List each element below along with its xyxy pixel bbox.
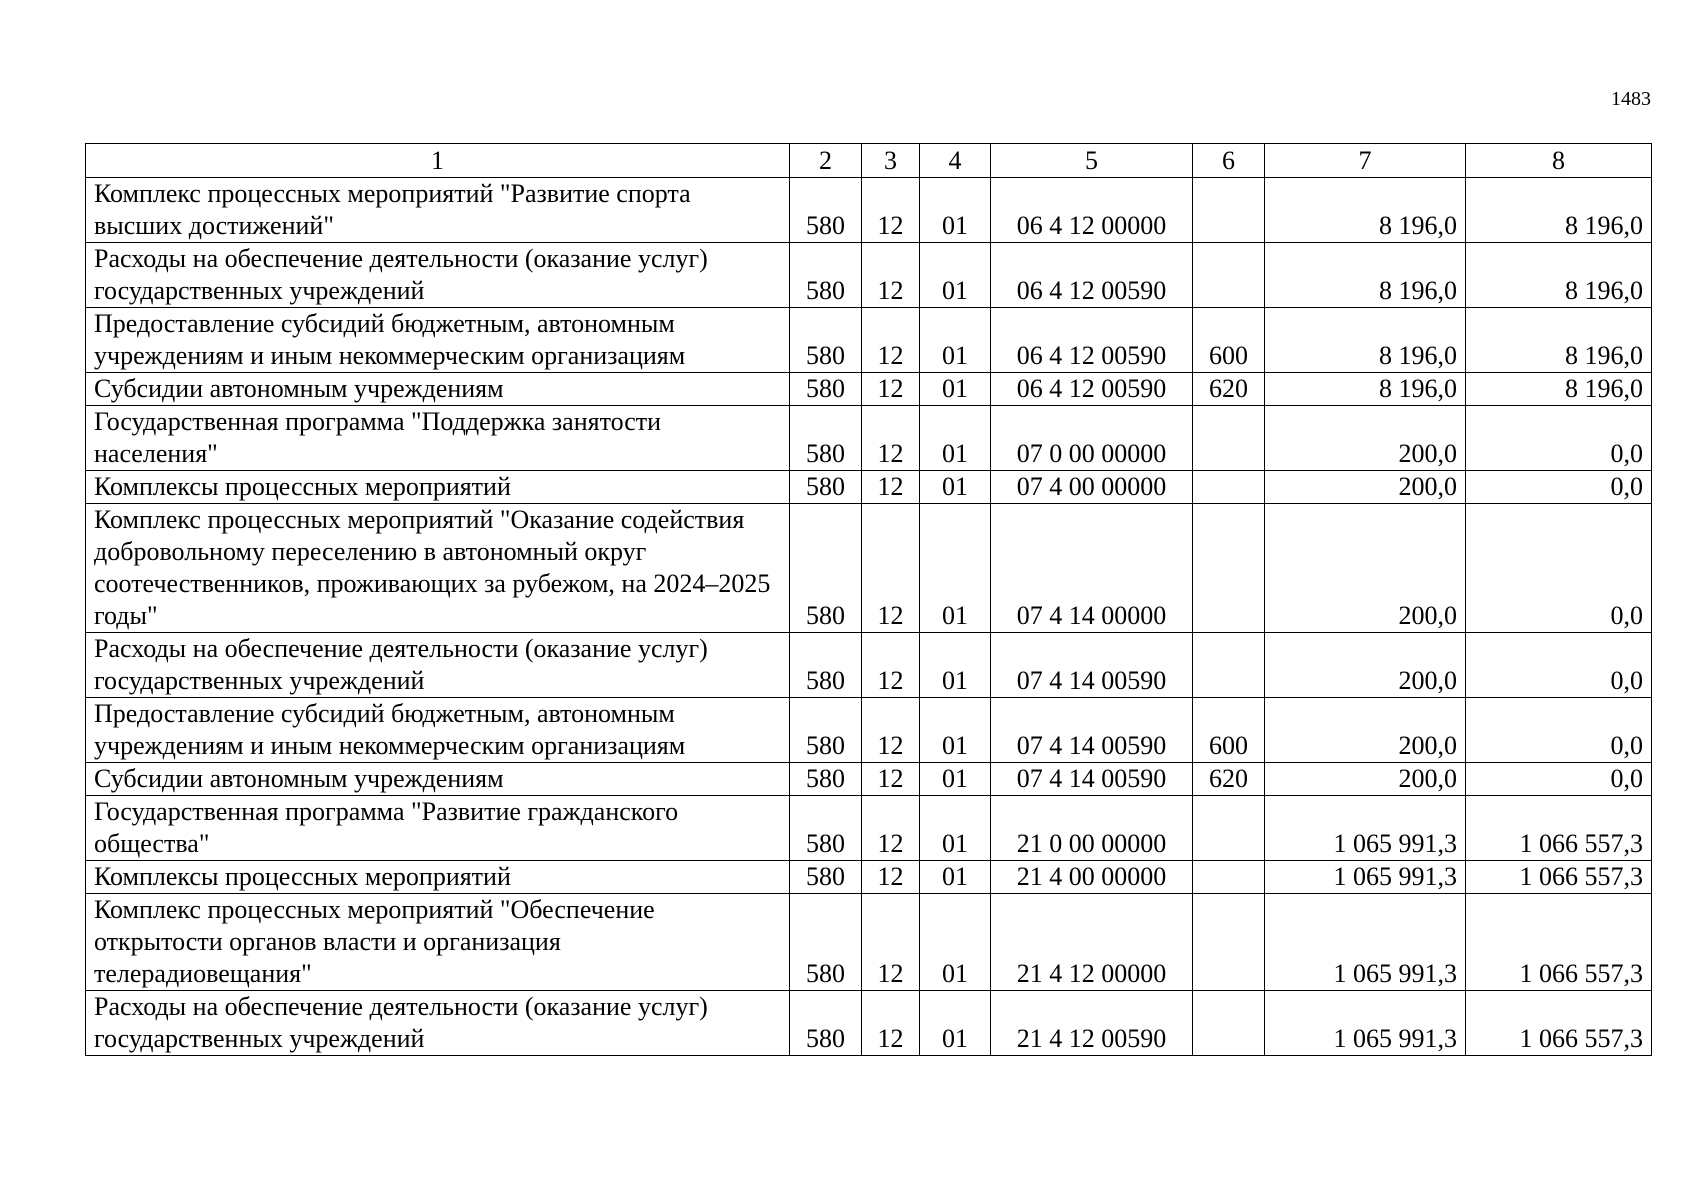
section-code-cell: 12 [862, 991, 920, 1056]
section-code-cell: 12 [862, 861, 920, 894]
amount-col7-cell: 1 065 991,3 [1265, 894, 1466, 991]
amount-col7-cell: 8 196,0 [1265, 308, 1466, 373]
table-row [86, 406, 1652, 471]
header-cell: 3 [862, 144, 920, 178]
grbs-code-cell: 580 [790, 504, 862, 633]
row-name-cell: Расходы на обеспечение деятельности (оказание услуг) государственных учреждений [86, 633, 790, 698]
amount-col7-cell: 8 196,0 [1265, 373, 1466, 406]
table-row [86, 763, 1652, 796]
grbs-code-cell: 580 [790, 406, 862, 471]
row-name-cell: Расходы на обеспечение деятельности (оказание услуг) государственных учреждений [86, 243, 790, 308]
subsection-code-cell: 01 [920, 471, 991, 504]
subsection-code-cell: 01 [920, 406, 991, 471]
amount-col7-cell: 8 196,0 [1265, 178, 1466, 243]
expense-type-cell [1193, 861, 1265, 894]
section-code-cell: 12 [862, 406, 920, 471]
amount-col8-cell: 0,0 [1466, 633, 1652, 698]
expense-type-cell [1193, 471, 1265, 504]
header-cell: 5 [991, 144, 1193, 178]
amount-col8-cell: 0,0 [1466, 471, 1652, 504]
budget-table [85, 143, 1652, 1056]
grbs-code-cell: 580 [790, 308, 862, 373]
row-name-cell: Субсидии автономным учреждениям [86, 373, 790, 406]
header-cell: 6 [1193, 144, 1265, 178]
target-article-cell: 21 4 12 00590 [991, 991, 1193, 1056]
row-name-cell: Субсидии автономным учреждениям [86, 763, 790, 796]
amount-col8-cell: 8 196,0 [1466, 243, 1652, 308]
grbs-code-cell: 580 [790, 698, 862, 763]
amount-col7-cell: 200,0 [1265, 763, 1466, 796]
expense-type-cell [1193, 504, 1265, 633]
table-row [86, 373, 1652, 406]
amount-col8-cell: 0,0 [1466, 504, 1652, 633]
table-row [86, 894, 1652, 991]
target-article-cell: 07 4 14 00000 [991, 504, 1193, 633]
subsection-code-cell: 01 [920, 504, 991, 633]
row-name-cell: Предоставление субсидий бюджетным, автономным учреждениям и иным некоммерческим организациям [86, 698, 790, 763]
table-row [86, 243, 1652, 308]
amount-col8-cell: 1 066 557,3 [1466, 894, 1652, 991]
grbs-code-cell: 580 [790, 894, 862, 991]
row-name-cell: Комплекс процессных мероприятий "Обеспечение открытости органов власти и организация телерадиовещания" [86, 894, 790, 991]
section-code-cell: 12 [862, 894, 920, 991]
grbs-code-cell: 580 [790, 243, 862, 308]
amount-col7-cell: 200,0 [1265, 406, 1466, 471]
target-article-cell: 07 4 14 00590 [991, 763, 1193, 796]
grbs-code-cell: 580 [790, 373, 862, 406]
table-row [86, 178, 1652, 243]
section-code-cell: 12 [862, 504, 920, 633]
amount-col8-cell: 1 066 557,3 [1466, 861, 1652, 894]
amount-col7-cell: 1 065 991,3 [1265, 796, 1466, 861]
expense-type-cell [1193, 894, 1265, 991]
page-number: 1483 [1611, 88, 1651, 110]
target-article-cell: 07 0 00 00000 [991, 406, 1193, 471]
amount-col8-cell: 8 196,0 [1466, 178, 1652, 243]
expense-type-cell [1193, 243, 1265, 308]
expense-type-cell: 620 [1193, 763, 1265, 796]
target-article-cell: 21 0 00 00000 [991, 796, 1193, 861]
target-article-cell: 21 4 00 00000 [991, 861, 1193, 894]
header-row [86, 144, 1652, 178]
grbs-code-cell: 580 [790, 471, 862, 504]
row-name-cell: Предоставление субсидий бюджетным, автономным учреждениям и иным некоммерческим организациям [86, 308, 790, 373]
header-cell: 7 [1265, 144, 1466, 178]
target-article-cell: 06 4 12 00590 [991, 308, 1193, 373]
expense-type-cell [1193, 633, 1265, 698]
grbs-code-cell: 580 [790, 796, 862, 861]
amount-col7-cell: 1 065 991,3 [1265, 861, 1466, 894]
amount-col8-cell: 8 196,0 [1466, 308, 1652, 373]
section-code-cell: 12 [862, 243, 920, 308]
amount-col8-cell: 0,0 [1466, 406, 1652, 471]
header-cell: 8 [1466, 144, 1652, 178]
amount-col7-cell: 200,0 [1265, 471, 1466, 504]
amount-col8-cell: 0,0 [1466, 763, 1652, 796]
grbs-code-cell: 580 [790, 763, 862, 796]
target-article-cell: 06 4 12 00000 [991, 178, 1193, 243]
subsection-code-cell: 01 [920, 991, 991, 1056]
grbs-code-cell: 580 [790, 991, 862, 1056]
expense-type-cell [1193, 796, 1265, 861]
table-row [86, 991, 1652, 1056]
header-cell: 2 [790, 144, 862, 178]
amount-col7-cell: 200,0 [1265, 504, 1466, 633]
section-code-cell: 12 [862, 471, 920, 504]
row-name-cell: Комплекс процессных мероприятий "Оказание содействия добровольному переселению в автономный округ соотечественников, проживающих за рубежом, на 2024–2025 годы" [86, 504, 790, 633]
target-article-cell: 07 4 14 00590 [991, 698, 1193, 763]
subsection-code-cell: 01 [920, 178, 991, 243]
table-row [86, 861, 1652, 894]
subsection-code-cell: 01 [920, 796, 991, 861]
target-article-cell: 07 4 00 00000 [991, 471, 1193, 504]
table-body [86, 178, 1652, 1056]
expense-type-cell: 600 [1193, 308, 1265, 373]
table-row [86, 633, 1652, 698]
subsection-code-cell: 01 [920, 243, 991, 308]
subsection-code-cell: 01 [920, 698, 991, 763]
subsection-code-cell: 01 [920, 894, 991, 991]
expense-type-cell [1193, 991, 1265, 1056]
section-code-cell: 12 [862, 796, 920, 861]
subsection-code-cell: 01 [920, 861, 991, 894]
table-row [86, 504, 1652, 633]
section-code-cell: 12 [862, 308, 920, 373]
table-row [86, 698, 1652, 763]
amount-col7-cell: 200,0 [1265, 698, 1466, 763]
amount-col8-cell: 0,0 [1466, 698, 1652, 763]
row-name-cell: Комплексы процессных мероприятий [86, 861, 790, 894]
row-name-cell: Расходы на обеспечение деятельности (оказание услуг) государственных учреждений [86, 991, 790, 1056]
expense-type-cell: 600 [1193, 698, 1265, 763]
row-name-cell: Государственная программа "Поддержка занятости населения" [86, 406, 790, 471]
table-row [86, 796, 1652, 861]
target-article-cell: 06 4 12 00590 [991, 373, 1193, 406]
amount-col7-cell: 1 065 991,3 [1265, 991, 1466, 1056]
grbs-code-cell: 580 [790, 861, 862, 894]
grbs-code-cell: 580 [790, 633, 862, 698]
subsection-code-cell: 01 [920, 633, 991, 698]
section-code-cell: 12 [862, 373, 920, 406]
section-code-cell: 12 [862, 633, 920, 698]
expense-type-cell: 620 [1193, 373, 1265, 406]
row-name-cell: Комплекс процессных мероприятий "Развитие спорта высших достижений" [86, 178, 790, 243]
amount-col7-cell: 200,0 [1265, 633, 1466, 698]
target-article-cell: 07 4 14 00590 [991, 633, 1193, 698]
header-cell: 4 [920, 144, 991, 178]
subsection-code-cell: 01 [920, 373, 991, 406]
subsection-code-cell: 01 [920, 763, 991, 796]
grbs-code-cell: 580 [790, 178, 862, 243]
header-cell: 1 [86, 144, 790, 178]
table-row [86, 308, 1652, 373]
section-code-cell: 12 [862, 698, 920, 763]
amount-col8-cell: 8 196,0 [1466, 373, 1652, 406]
row-name-cell: Государственная программа "Развитие гражданского общества" [86, 796, 790, 861]
amount-col8-cell: 1 066 557,3 [1466, 991, 1652, 1056]
expense-type-cell [1193, 178, 1265, 243]
subsection-code-cell: 01 [920, 308, 991, 373]
target-article-cell: 06 4 12 00590 [991, 243, 1193, 308]
section-code-cell: 12 [862, 763, 920, 796]
row-name-cell: Комплексы процессных мероприятий [86, 471, 790, 504]
table-row [86, 471, 1652, 504]
section-code-cell: 12 [862, 178, 920, 243]
amount-col8-cell: 1 066 557,3 [1466, 796, 1652, 861]
amount-col7-cell: 8 196,0 [1265, 243, 1466, 308]
target-article-cell: 21 4 12 00000 [991, 894, 1193, 991]
expense-type-cell [1193, 406, 1265, 471]
